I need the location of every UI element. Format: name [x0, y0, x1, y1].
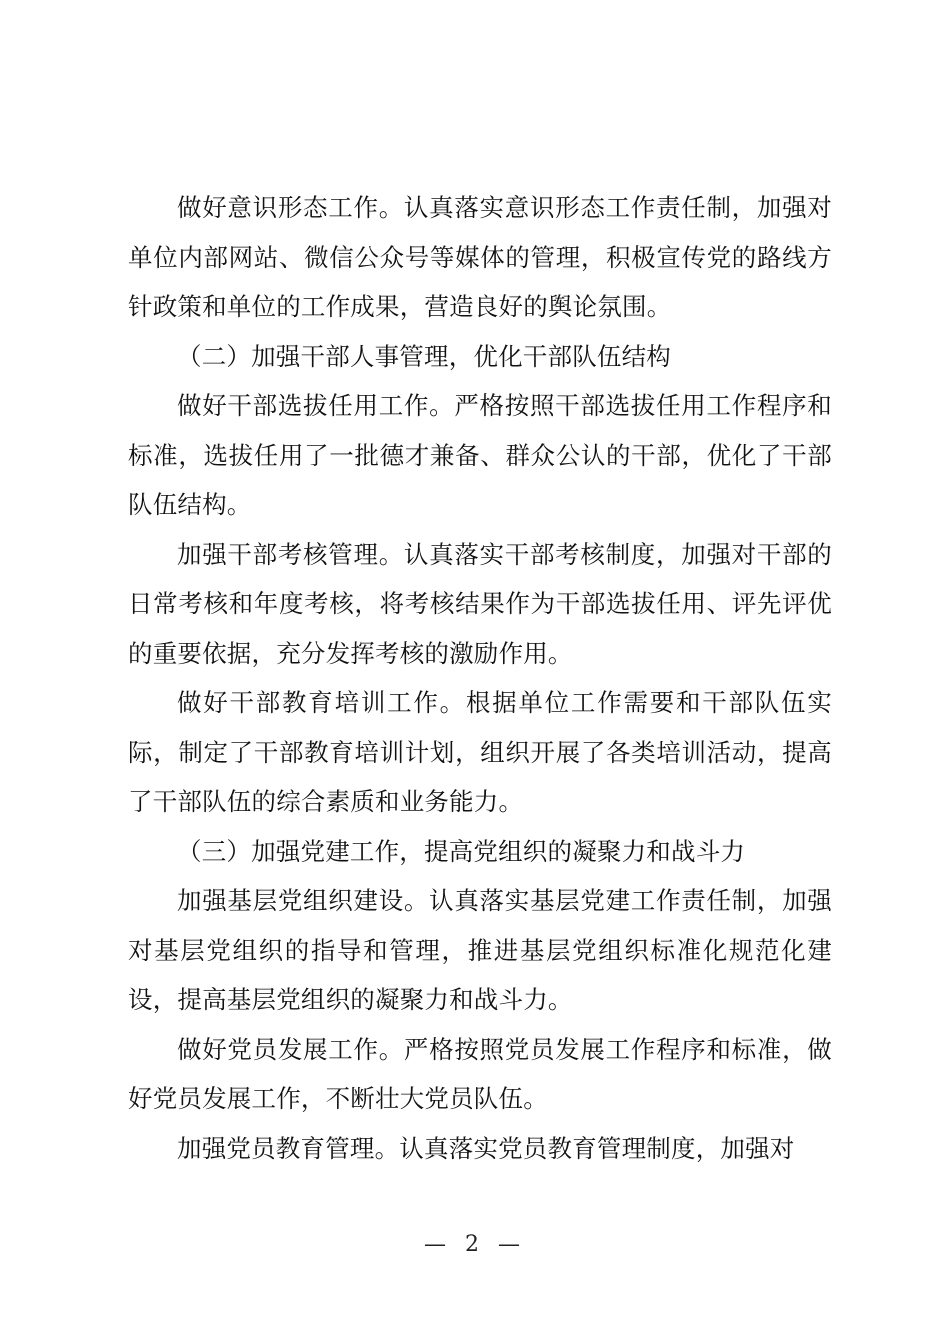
paragraph-member-education: 加强党员教育管理。认真落实党员教育管理制度，加强对 — [177, 1133, 795, 1163]
paragraph-cadre-training: 做好干部教育培训工作。根据单位工作需要和干部队伍实际，制定了干部教育培训计划，组织开展了各类培训活动，提高了干部队伍的综合素质和业务能力。 — [128, 688, 832, 816]
section-heading-2: （二）加强干部人事管理，优化干部队伍结构 — [177, 341, 671, 371]
page-number: — 2 — — [424, 1232, 526, 1257]
document-body — [128, 183, 832, 1173]
paragraph-cadre-selection: 做好干部选拔任用工作。严格按照干部选拔任用工作程序和标准，选拔任用了一批德才兼备、群众公认的干部，优化了干部队伍结构。 — [128, 391, 832, 519]
section-heading-3: （三）加强党建工作，提高党组织的凝聚力和战斗力 — [177, 836, 746, 866]
paragraph-cadre-assessment: 加强干部考核管理。认真落实干部考核制度，加强对干部的日常考核和年度考核，将考核结果作为干部选拔任用、评先评优的重要依据，充分发挥考核的激励作用。 — [128, 539, 832, 668]
paragraph-ideology-work: 做好意识形态工作。认真落实意识形态工作责任制，加强对单位内部网站、微信公众号等媒体的管理，积极宣传党的路线方针政策和单位的工作成果，营造良好的舆论氛围。 — [128, 193, 832, 321]
paragraph-grassroots-party: 加强基层党组织建设。认真落实基层党建工作责任制，加强对基层党组织的指导和管理，推进基层党组织标准化规范化建设，提高基层党组织的凝聚力和战斗力。 — [128, 886, 832, 1014]
paragraph-member-development: 做好党员发展工作。严格按照党员发展工作程序和标准，做好党员发展工作，不断壮大党员队伍。 — [128, 1034, 832, 1113]
